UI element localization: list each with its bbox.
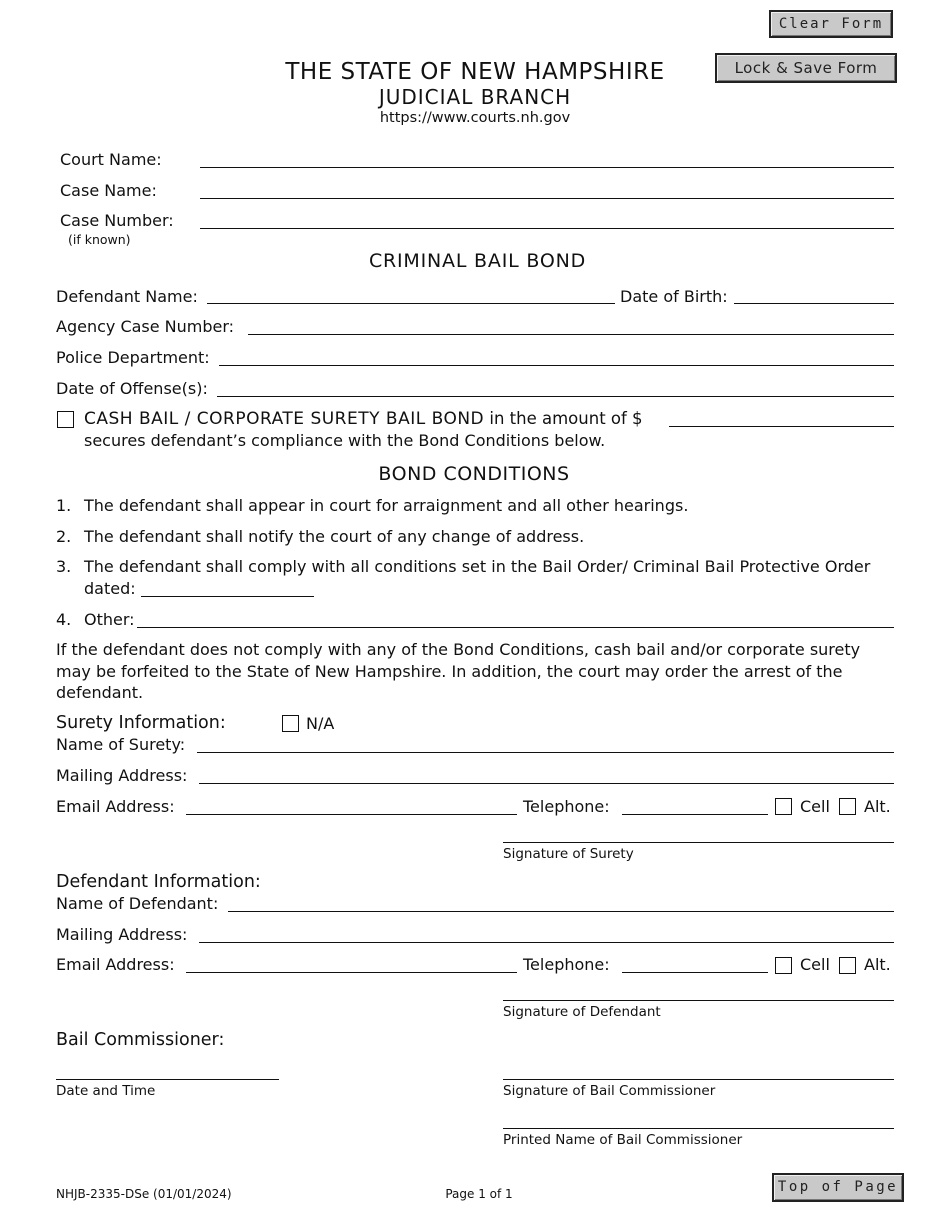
condition-3-dated-field[interactable] [141,596,314,597]
agency-case-number-label: Agency Case Number: [56,317,235,336]
bail-type-label: CASH BAIL / CORPORATE SURETY BAIL BOND [84,409,485,429]
form-id: NHJB-2335-DSe (01/01/2024) [56,1187,232,1201]
surety-email-field[interactable] [186,814,517,815]
police-department-label: Police Department: [56,348,210,367]
surety-signature-label: Signature of Surety [503,846,634,862]
surety-name-field[interactable] [197,752,894,753]
condition-2-number: 2. [56,527,72,546]
defendant-info-name-field[interactable] [228,911,894,912]
page-number: Page 1 of 1 [445,1187,513,1201]
condition-3-number: 3. [56,557,72,576]
state-title: THE STATE OF NEW HAMPSHIRE [285,59,665,85]
surety-email-label: Email Address: [56,797,175,816]
form-title: CRIMINAL BAIL BOND [368,250,587,272]
date-of-offense-label: Date of Offense(s): [56,379,208,398]
defendant-info-mailing-label: Mailing Address: [56,925,188,944]
bail-secures-text: secures defendant’s compliance with the Bond Conditions below. [84,431,606,450]
bail-commissioner-heading: Bail Commissioner: [56,1030,225,1050]
date-of-offense-field[interactable] [217,396,894,397]
defendant-info-email-label: Email Address: [56,955,175,974]
case-number-label: Case Number: [60,211,174,230]
date-time-label: Date and Time [56,1083,156,1099]
dob-field[interactable] [734,303,894,304]
defendant-info-telephone-label: Telephone: [523,955,610,974]
defendant-info-cell-label: Cell [800,955,830,974]
bond-conditions-title: BOND CONDITIONS [378,463,570,485]
condition-3-text: The defendant shall comply with all conditions set in the Bail Order/ Criminal Bail Protective Order [84,557,871,576]
case-name-field[interactable] [200,198,894,199]
clear-form-button[interactable]: Clear Form [769,10,893,38]
bail-amount-field[interactable] [669,426,894,427]
branch-title: JUDICIAL BRANCH [378,85,572,109]
surety-alt-checkbox[interactable] [839,798,856,815]
dob-label: Date of Birth: [620,287,728,306]
court-url: https://www.courts.nh.gov [379,110,571,126]
defendant-name-field[interactable] [207,303,615,304]
surety-mailing-field[interactable] [199,783,894,784]
commissioner-printed-name-line[interactable] [503,1128,894,1129]
cash-bail-checkbox[interactable] [57,411,74,428]
defendant-info-email-field[interactable] [186,972,517,973]
defendant-name-label: Defendant Name: [56,287,198,306]
top-of-page-button[interactable]: Top of Page [772,1173,904,1202]
condition-2-text: The defendant shall notify the court of any change of address. [84,527,585,546]
defendant-signature-line[interactable] [503,1000,894,1001]
condition-3-dated-label: dated: [84,579,136,598]
defendant-info-mailing-field[interactable] [199,942,894,943]
warning-line-1: If the defendant does not comply with any of the Bond Conditions, cash bail and/or corporate surety [56,640,861,659]
surety-telephone-field[interactable] [622,814,768,815]
case-number-field[interactable] [200,228,894,229]
surety-name-label: Name of Surety: [56,735,186,754]
surety-signature-line[interactable] [503,842,894,843]
case-name-label: Case Name: [60,181,157,200]
surety-cell-checkbox[interactable] [775,798,792,815]
defendant-signature-label: Signature of Defendant [503,1004,661,1020]
warning-line-2: may be forfeited to the State of New Hampshire. In addition, the court may order the arrest of the [56,662,843,681]
commissioner-signature-label: Signature of Bail Commissioner [503,1083,716,1099]
court-name-label: Court Name: [60,150,162,169]
surety-na-checkbox[interactable] [282,715,299,732]
lock-save-form-button[interactable]: Lock & Save Form [715,53,897,83]
police-department-field[interactable] [219,365,894,366]
commissioner-signature-line[interactable] [503,1079,894,1080]
surety-cell-label: Cell [800,797,830,816]
commissioner-printed-name-label: Printed Name of Bail Commissioner [503,1132,743,1148]
defendant-info-cell-checkbox[interactable] [775,957,792,974]
bail-statement [84,409,643,429]
condition-1-text: The defendant shall appear in court for arraignment and all other hearings. [84,496,689,515]
date-time-line[interactable] [56,1079,279,1080]
condition-4-number: 4. [56,610,72,629]
defendant-info-telephone-field[interactable] [622,972,768,973]
surety-na-label: N/A [306,714,335,733]
surety-mailing-label: Mailing Address: [56,766,188,785]
condition-4-other-field[interactable] [137,627,894,628]
surety-alt-label: Alt. [864,797,891,816]
surety-heading: Surety Information: [56,713,226,733]
bail-amount-text: in the amount of $ [484,409,643,428]
if-known-note: (if known) [68,232,131,247]
defendant-info-alt-checkbox[interactable] [839,957,856,974]
surety-telephone-label: Telephone: [523,797,610,816]
agency-case-number-field[interactable] [248,334,894,335]
warning-line-3: defendant. [56,683,144,702]
condition-1-number: 1. [56,496,72,515]
court-name-field[interactable] [200,167,894,168]
condition-4-other-label: Other: [84,610,135,629]
defendant-info-alt-label: Alt. [864,955,891,974]
defendant-info-name-label: Name of Defendant: [56,894,219,913]
defendant-info-heading: Defendant Information: [56,872,261,892]
